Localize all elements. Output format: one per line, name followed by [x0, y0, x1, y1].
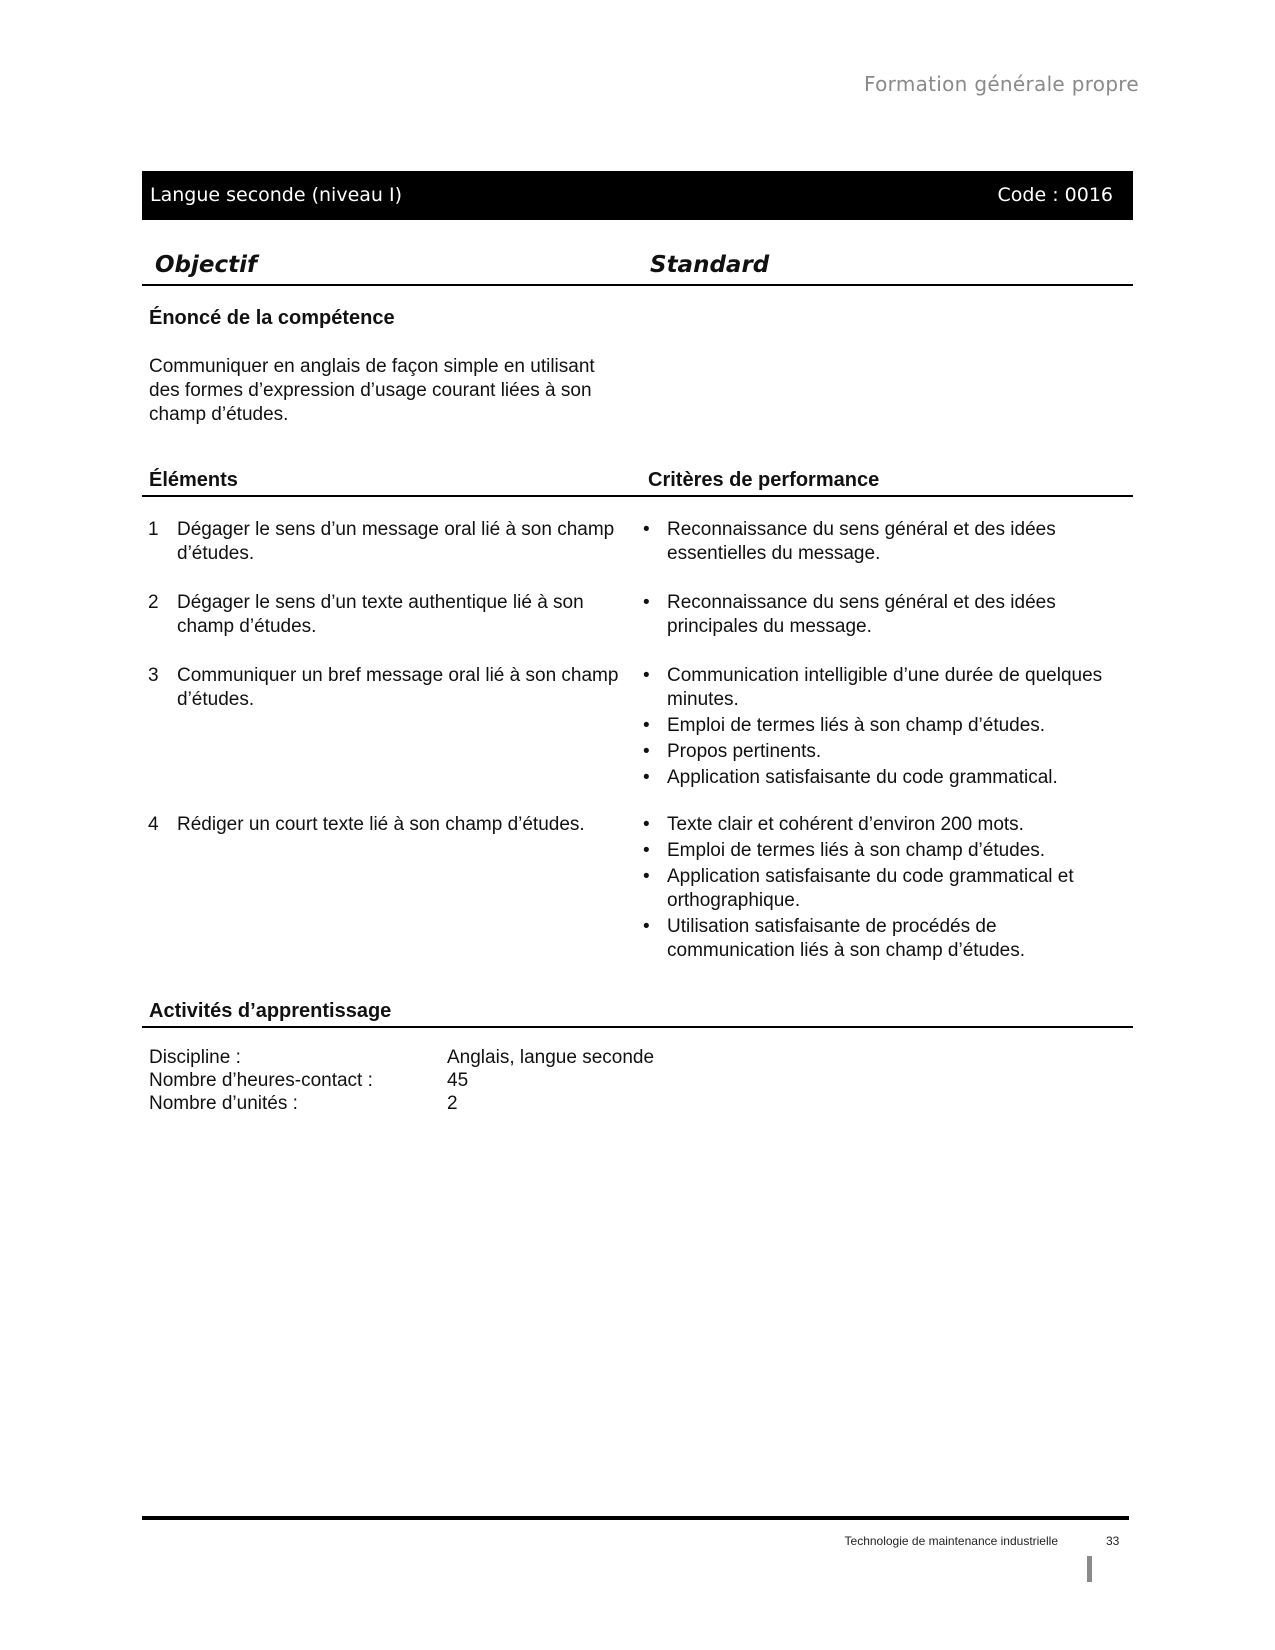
criterion-text: Reconnaissance du sens général et des idées essentielles du message.	[667, 519, 1056, 564]
criterion-text: Utilisation satisfaisante de procédés de communication liés à son champ d’études.	[667, 916, 1026, 961]
standard-heading: Standard	[650, 252, 770, 278]
bullet: •	[643, 715, 650, 736]
competence-heading: Énoncé de la compétence	[149, 307, 395, 329]
criterion-item	[643, 865, 1123, 913]
info-label: Discipline :	[149, 1047, 241, 1068]
bullet: •	[643, 519, 650, 540]
competence-line: Communiquer en anglais de façon simple en utilisant	[149, 356, 595, 377]
criteria-group	[643, 813, 1123, 965]
info-value: 45	[447, 1070, 469, 1091]
info-row	[149, 1092, 849, 1115]
criterion-item	[643, 740, 1123, 764]
criterion-text: Propos pertinents.	[667, 741, 822, 762]
bullet: •	[643, 592, 650, 613]
criterion-text: Emploi de termes liés à son champ d’études.	[667, 840, 1046, 861]
footer-title: Technologie de maintenance industrielle	[844, 1534, 1058, 1548]
criterion-item	[643, 915, 1123, 963]
criteria-group	[643, 664, 1123, 792]
competence-line: des formes d’expression d’usage courant liées à son	[149, 380, 592, 401]
element-number: 3	[148, 665, 159, 686]
criterion-text: Application satisfaisante du code grammatical et orthographique.	[667, 866, 1074, 911]
criterion-text: Emploi de termes liés à son champ d’études.	[667, 715, 1046, 736]
bullet: •	[643, 767, 650, 788]
page-number: 33	[1106, 1534, 1120, 1548]
criterion-item	[643, 714, 1123, 738]
element-item	[148, 518, 628, 568]
competence-statement	[149, 355, 629, 427]
footer-divider	[142, 1516, 1129, 1520]
bullet: •	[643, 840, 650, 861]
criterion-text: Texte clair et cohérent d’environ 200 mots.	[667, 814, 1024, 835]
criterion-text: Application satisfaisante du code grammatical.	[667, 767, 1058, 788]
element-item	[148, 664, 628, 714]
course-title: Langue seconde (niveau I)	[150, 184, 403, 206]
page-marker	[1087, 1556, 1092, 1582]
running-header: Formation générale propre	[864, 72, 1139, 96]
element-text: Dégager le sens d’un texte authentique lié à son champ d’études.	[177, 592, 584, 637]
criterion-item	[643, 664, 1123, 712]
info-value: Anglais, langue seconde	[447, 1047, 655, 1068]
element-number: 4	[148, 814, 159, 835]
course-code: Code : 0016	[997, 184, 1113, 206]
objective-heading: Objectif	[155, 252, 258, 278]
criterion-text: Communication intelligible d’une durée de quelques minutes.	[667, 665, 1103, 710]
elements-heading: Éléments	[149, 469, 238, 491]
criteria-group	[643, 518, 1123, 568]
criterion-item	[643, 591, 1123, 639]
criterion-item	[643, 839, 1123, 863]
criterion-item	[643, 813, 1123, 837]
activities-divider	[142, 1026, 1133, 1028]
element-number: 2	[148, 592, 159, 613]
element-text: Dégager le sens d’un message oral lié à son champ d’études.	[177, 519, 615, 564]
info-row	[149, 1069, 849, 1092]
bullet: •	[643, 665, 650, 686]
criteria-group	[643, 591, 1123, 641]
elements-divider	[142, 495, 1133, 497]
criterion-item	[643, 518, 1123, 566]
element-item	[148, 591, 628, 641]
info-row	[149, 1046, 849, 1069]
competence-line: champ d’études.	[149, 404, 289, 425]
bullet: •	[643, 916, 650, 937]
element-text: Rédiger un court texte lié à son champ d’études.	[177, 814, 585, 835]
bullet: •	[643, 741, 650, 762]
info-label: Nombre d’unités :	[149, 1093, 298, 1114]
course-title-bar	[142, 171, 1133, 220]
info-value: 2	[447, 1093, 458, 1114]
header-divider	[142, 284, 1133, 286]
criterion-text: Reconnaissance du sens général et des idées principales du message.	[667, 592, 1056, 637]
info-label: Nombre d’heures-contact :	[149, 1070, 373, 1091]
element-text: Communiquer un bref message oral lié à son champ d’études.	[177, 665, 619, 710]
criterion-item	[643, 766, 1123, 790]
activities-table	[149, 1046, 849, 1115]
element-item	[148, 813, 648, 839]
bullet: •	[643, 866, 650, 887]
activities-heading: Activités d’apprentissage	[149, 1000, 392, 1022]
element-number: 1	[148, 519, 159, 540]
criteria-heading: Critères de performance	[648, 469, 880, 491]
bullet: •	[643, 814, 650, 835]
